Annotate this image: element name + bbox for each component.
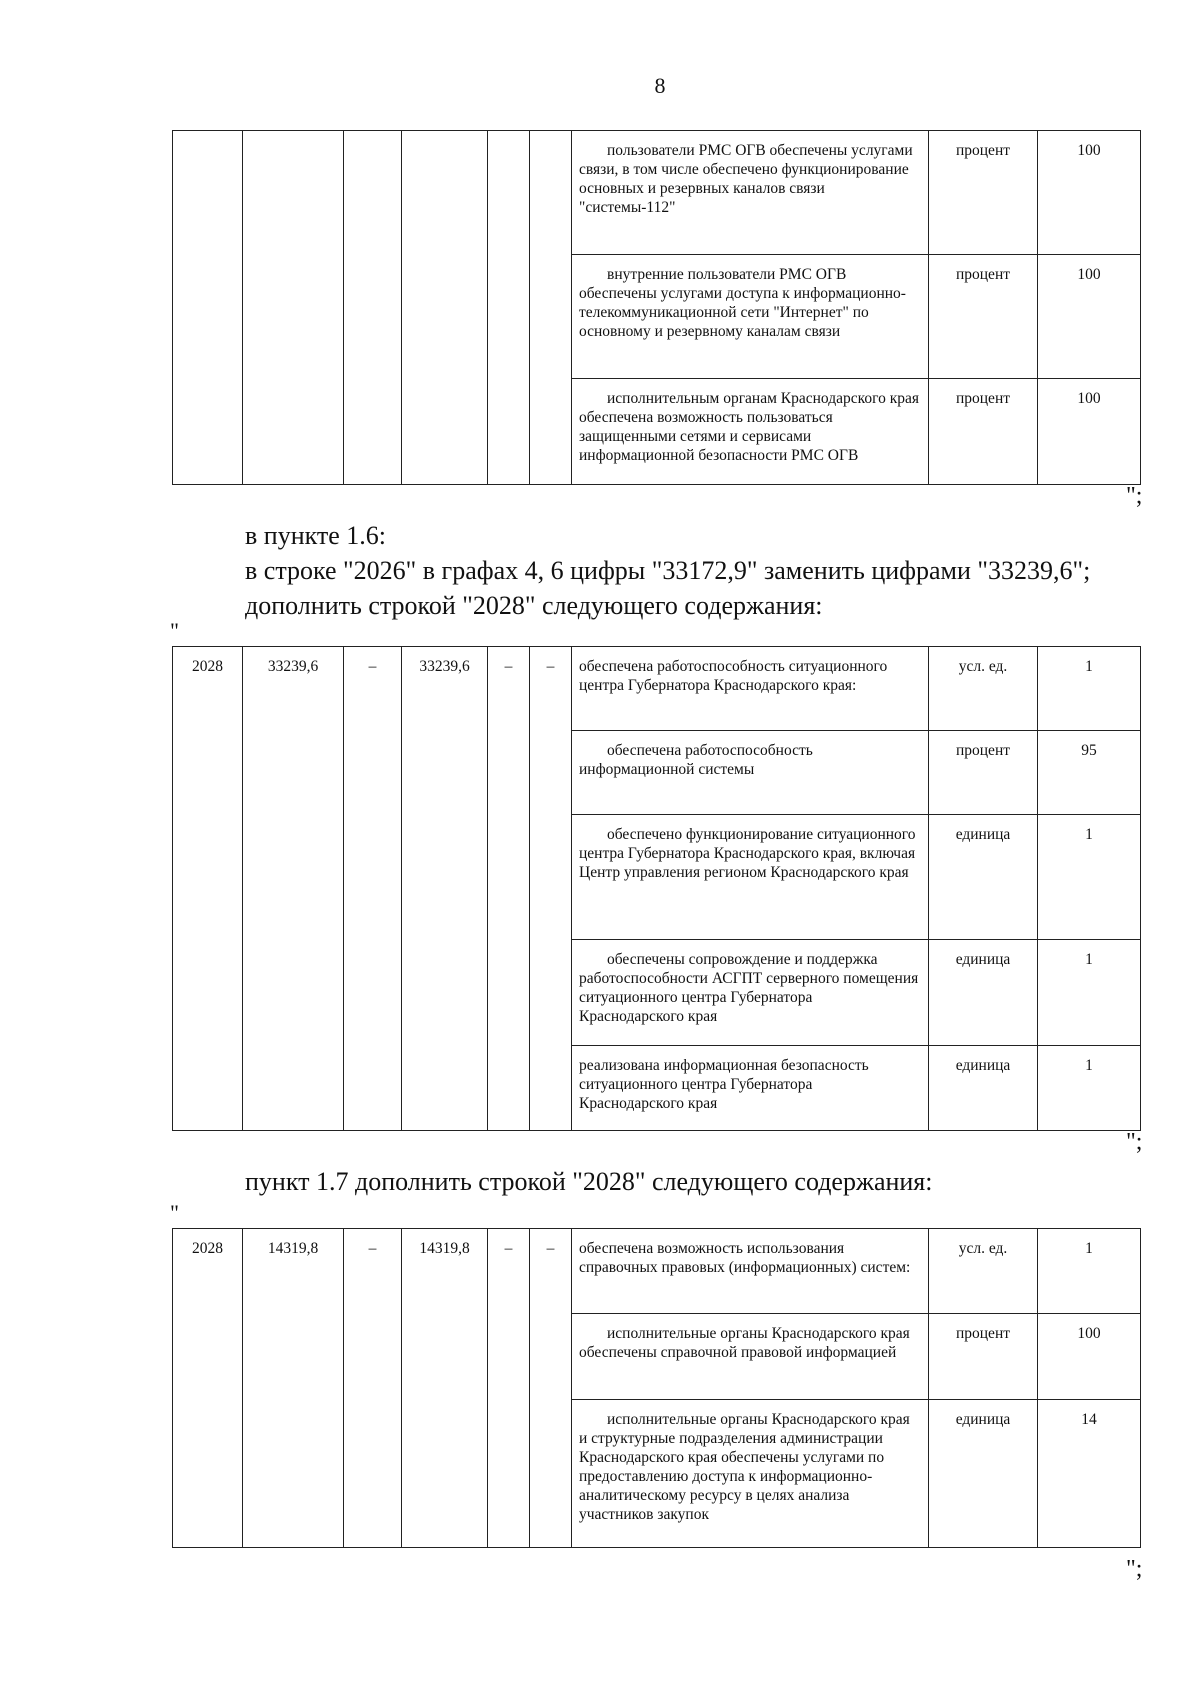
indicator-description: обеспечена работоспособность ситуационного центра Губернатора Краснодарского края: xyxy=(572,647,929,731)
value-cell: 1 xyxy=(1038,1046,1141,1131)
unit-cell: процент xyxy=(929,1314,1038,1400)
indicator-description: исполнительные органы Краснодарского края и структурные подразделения администрации Краснодарского края обеспечены услугами по предоставлению доступа к информационно-аналитическому ресурсу в целях анализа участников закупок xyxy=(572,1400,929,1548)
indicator-description: обеспечено функционирование ситуационного центра Губернатора Краснодарского края, включая Центр управления регионом Краснодарского края xyxy=(572,815,929,940)
closing-quote: "; xyxy=(1126,483,1143,509)
amount-cell: – xyxy=(488,647,530,1131)
unit-cell: единица xyxy=(929,1046,1038,1131)
value-cell: 100 xyxy=(1038,131,1141,255)
value-cell: 95 xyxy=(1038,731,1141,815)
amount-cell: – xyxy=(344,1229,402,1548)
amount-cell: 14319,8 xyxy=(243,1229,344,1548)
amount-cell xyxy=(488,131,530,485)
year-cell: 2028 xyxy=(173,1229,243,1548)
unit-cell: процент xyxy=(929,255,1038,379)
value-cell: 100 xyxy=(1038,379,1141,485)
indicator-description: пользователи РМС ОГВ обеспечены услугами связи, в том числе обеспечено функционирование основных и резервных каналов связи "системы-112" xyxy=(572,131,929,255)
amount-cell: – xyxy=(530,1229,572,1548)
table-row xyxy=(173,131,1141,255)
amount-cell: – xyxy=(344,647,402,1131)
section-1-6-replace-text: в строке "2026" в графах 4, 6 цифры "33172,9" заменить цифрами "33239,6"; xyxy=(245,556,1091,585)
indicator-description: исполнительным органам Краснодарского края обеспечена возможность пользоваться защищенными сетями и сервисами информационной безопасности РМС ОГВ xyxy=(572,379,929,485)
indicator-description: обеспечена работоспособность информационной системы xyxy=(572,731,929,815)
indicator-description: исполнительные органы Краснодарского края обеспечены справочной правовой информацией xyxy=(572,1314,929,1400)
year-cell xyxy=(173,131,243,485)
closing-quote: "; xyxy=(1126,1129,1143,1155)
unit-cell: процент xyxy=(929,731,1038,815)
value-cell: 14 xyxy=(1038,1400,1141,1548)
table-row xyxy=(173,1229,1141,1314)
value-cell: 1 xyxy=(1038,647,1141,731)
unit-cell: единица xyxy=(929,815,1038,940)
indicator-description: внутренние пользователи РМС ОГВ обеспечены услугами доступа к информационно-телекоммуникационной сети "Интернет" по основному и резервному каналам связи xyxy=(572,255,929,379)
amount-cell xyxy=(243,131,344,485)
page-number: 8 xyxy=(654,73,666,98)
unit-cell: единица xyxy=(929,1400,1038,1548)
opening-quote: " xyxy=(170,1200,179,1225)
indicators-table-continuation xyxy=(172,130,1141,485)
indicators-table-1-7 xyxy=(172,1228,1141,1548)
indicator-description: реализована информационная безопасность ситуационного центра Губернатора Краснодарского края xyxy=(572,1046,929,1131)
value-cell: 1 xyxy=(1038,1229,1141,1314)
amount-cell: – xyxy=(530,647,572,1131)
unit-cell: единица xyxy=(929,940,1038,1046)
indicator-description: обеспечена возможность использования справочных правовых (информационных) систем: xyxy=(572,1229,929,1314)
section-1-7-text: пункт 1.7 дополнить строкой "2028" следующего содержания: xyxy=(245,1167,933,1196)
value-cell: 1 xyxy=(1038,940,1141,1046)
closing-quote: "; xyxy=(1126,1556,1143,1582)
value-cell: 100 xyxy=(1038,1314,1141,1400)
section-1-6-add-text: дополнить строкой "2028" следующего содержания: xyxy=(245,591,823,620)
section-1-6-heading: в пункте 1.6: xyxy=(245,521,387,550)
amount-cell: 33239,6 xyxy=(243,647,344,1131)
amount-cell xyxy=(402,131,488,485)
unit-cell: усл. ед. xyxy=(929,1229,1038,1314)
unit-cell: усл. ед. xyxy=(929,647,1038,731)
unit-cell: процент xyxy=(929,131,1038,255)
year-cell: 2028 xyxy=(173,647,243,1131)
indicator-description: обеспечены сопровождение и поддержка работоспособности АСГПТ серверного помещения ситуационного центра Губернатора Краснодарского края xyxy=(572,940,929,1046)
amount-cell xyxy=(344,131,402,485)
opening-quote: " xyxy=(170,618,179,643)
amount-cell xyxy=(530,131,572,485)
value-cell: 1 xyxy=(1038,815,1141,940)
table-row xyxy=(173,647,1141,731)
amount-cell: 33239,6 xyxy=(402,647,488,1131)
unit-cell: процент xyxy=(929,379,1038,485)
amount-cell: – xyxy=(488,1229,530,1548)
amount-cell: 14319,8 xyxy=(402,1229,488,1548)
indicators-table-1-6 xyxy=(172,646,1141,1131)
value-cell: 100 xyxy=(1038,255,1141,379)
